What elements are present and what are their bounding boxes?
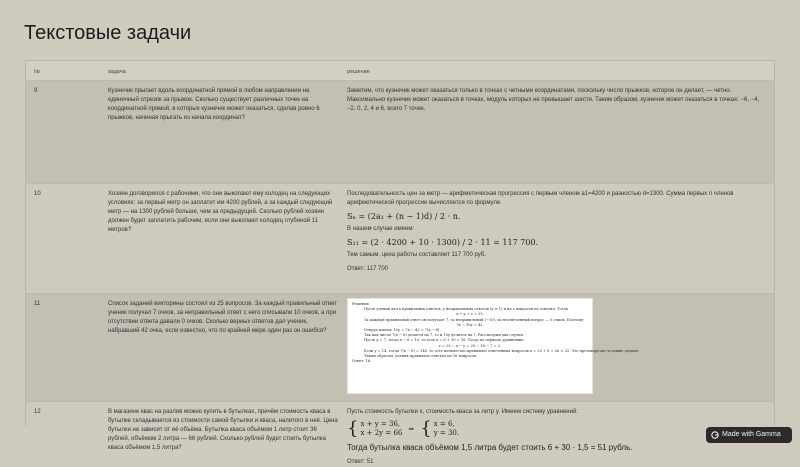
badge-label: Made with Gamma <box>722 431 781 438</box>
row-num: 11 <box>34 301 41 307</box>
row-solution <box>347 184 767 274</box>
system-equation: y = 30. <box>433 429 460 437</box>
table-row <box>26 294 774 402</box>
row-task: Кузнечик прыгает вдоль координатной прямой в любом направлении на единичный отрезок за прыжок. Сколько существует различных точек на координатной прямой, в которых кузнечик может оказаться, сделав ровно 6 прыжков, начиная прыгать из начала координат? <box>108 88 320 121</box>
scan-line: Если y = 14, тогда 7(x − 6) = 140, то есть количество правильно отвеченных вопросов x = 20 + 6 = 26 > 25. Это противоречит условию задачи. <box>364 348 639 353</box>
scan-line: 7x − 10y = 42. <box>456 322 484 327</box>
scan-line: Пусть y = 7, тогда x − 6 = 10, то есть x = 6 + 10 = 16. Тогда по первому уравнению: <box>364 338 525 343</box>
row-task: Хозяин договорился с рабочими, что они выкопают ему колодец на следующих условиях: за первый метр он заплатит им 4200 рублей, а за каждый следующий метр — на 1300 рублей больше, чем за предыдущий. Сколько рублей хозяин должен будет заплатить рабочим, если они выкопают колодец глубиной 11 метров? <box>108 191 333 233</box>
scan-line: Пусть ученик дал x правильных ответов, y неправильных ответов (y ≥ 1) и на z вопросов не ответил. Тогда <box>364 307 568 312</box>
formula-general: Sₙ = (2a₁ + (n − 1)d) / 2 · n. <box>347 212 461 221</box>
page-title: Текстовые задачи <box>24 22 192 44</box>
header-solution: решение <box>347 69 370 75</box>
equation-system <box>347 420 767 438</box>
system-equation: x = 6, <box>433 420 455 428</box>
header-num: № <box>34 69 40 75</box>
scan-line: Откуда имеем: 10y = 7x − 42 = 7(x − 6). <box>364 328 441 333</box>
row-num: 10 <box>34 191 41 197</box>
scan-line: Таким образом, ученик правильно ответил на 16 вопросов. <box>364 354 477 359</box>
scan-line: Так как число 7(x − 6) делится на 7, то и 10y делится на 7. Рассмотрим два случая. <box>364 333 524 338</box>
solution-intro: Последовательность цен за метр — арифметическая прогрессия с первым членом a1=4200 и разностью d=1300. Сумма первых n членов арифметической прогрессии вычисляется по формуле <box>347 191 734 206</box>
table-row <box>26 81 774 184</box>
gamma-icon <box>711 431 719 439</box>
brace-icon: { <box>420 418 432 439</box>
table-row <box>26 184 774 294</box>
row-num: 12 <box>34 409 41 415</box>
row-num: 9 <box>34 88 38 94</box>
system-equation: x + 2y = 66 <box>360 429 403 437</box>
formula-case: S₁₁ = (2 · 4200 + 10 · 1300) / 2 · 11 = 117 700. <box>347 238 539 247</box>
table-header-row <box>26 61 774 81</box>
system-equation: x + y = 36, <box>360 420 401 428</box>
row-task: В магазине квас на разлив можно купить в бутылках, причём стоимость кваса в бутылке складывается из стоимости самой бутылки и кваса, налитого в неё. Цена бутылки не зависит от её объёма. Бутылка кваса объёмом 1 литр стоит 36 рублей, объёмом 2 литра — 66 рублей. Сколько рублей будет стоить бутылка кваса объёмом 1,5 литра? <box>108 409 338 451</box>
solution-conclusion: Тем самым, цена работы составляет 117 700 руб. <box>347 252 486 258</box>
row-task: Список заданий викторины состоял из 25 вопросов. За каждый правильный ответ ученик получал 7 очков, за неправильный ответ с него списывали 10 очков, а при отсутствии ответа давали 0 очков. Сколько верных ответов дал ученик, набравший 42 очка, если известно, что по крайней мере один раз он ошибся? <box>108 301 337 334</box>
solution-conclusion: Тогда бутылка кваса объёмом 1,5 литра будет стоить 6 + 30 · 1,5 = 51 рубль. <box>347 443 633 452</box>
scan-line: Решение. <box>352 302 371 306</box>
solution-intro: Пусть стоимость бутылки x, стоимость кваса за литр y. Имеем систему уравнений: <box>347 409 578 415</box>
row-solution <box>347 402 767 467</box>
row-solution: Заметим, что кузнечик может оказаться только в точках с четными координатами, поскольку число прыжков, которое он делает, — четно. Максимально кузнечик может оказаться в точках, модуль которых не превышает шести. Таким образом, кузнечик может оказаться в точках: −6, −4, −2, 0, 2, 4 и 6, всего 7 точек. <box>347 88 760 112</box>
scan-line: x + y + z = 25. <box>456 312 484 317</box>
case-label: В нашем случае имеем: <box>347 226 415 232</box>
solution-answer: Ответ: 117 700 <box>347 266 388 272</box>
scan-line: За каждый правильный ответ он получает 7, за неправильный (−10), за неотвеченный вопрос — 0 очков. Поэтому: <box>364 317 585 322</box>
brace-icon: { <box>347 418 359 439</box>
equivalence-sign: ⇔ <box>408 424 415 433</box>
solution-scan-image <box>347 298 639 394</box>
scan-line: z = 25 − x − y = 25 − 16 − 7 = 2. <box>438 343 502 348</box>
made-with-gamma-badge[interactable] <box>706 427 792 443</box>
solution-answer: Ответ: 51 <box>347 459 374 465</box>
scan-line: Ответ: 16. <box>352 359 372 364</box>
header-task: задача <box>108 69 126 75</box>
